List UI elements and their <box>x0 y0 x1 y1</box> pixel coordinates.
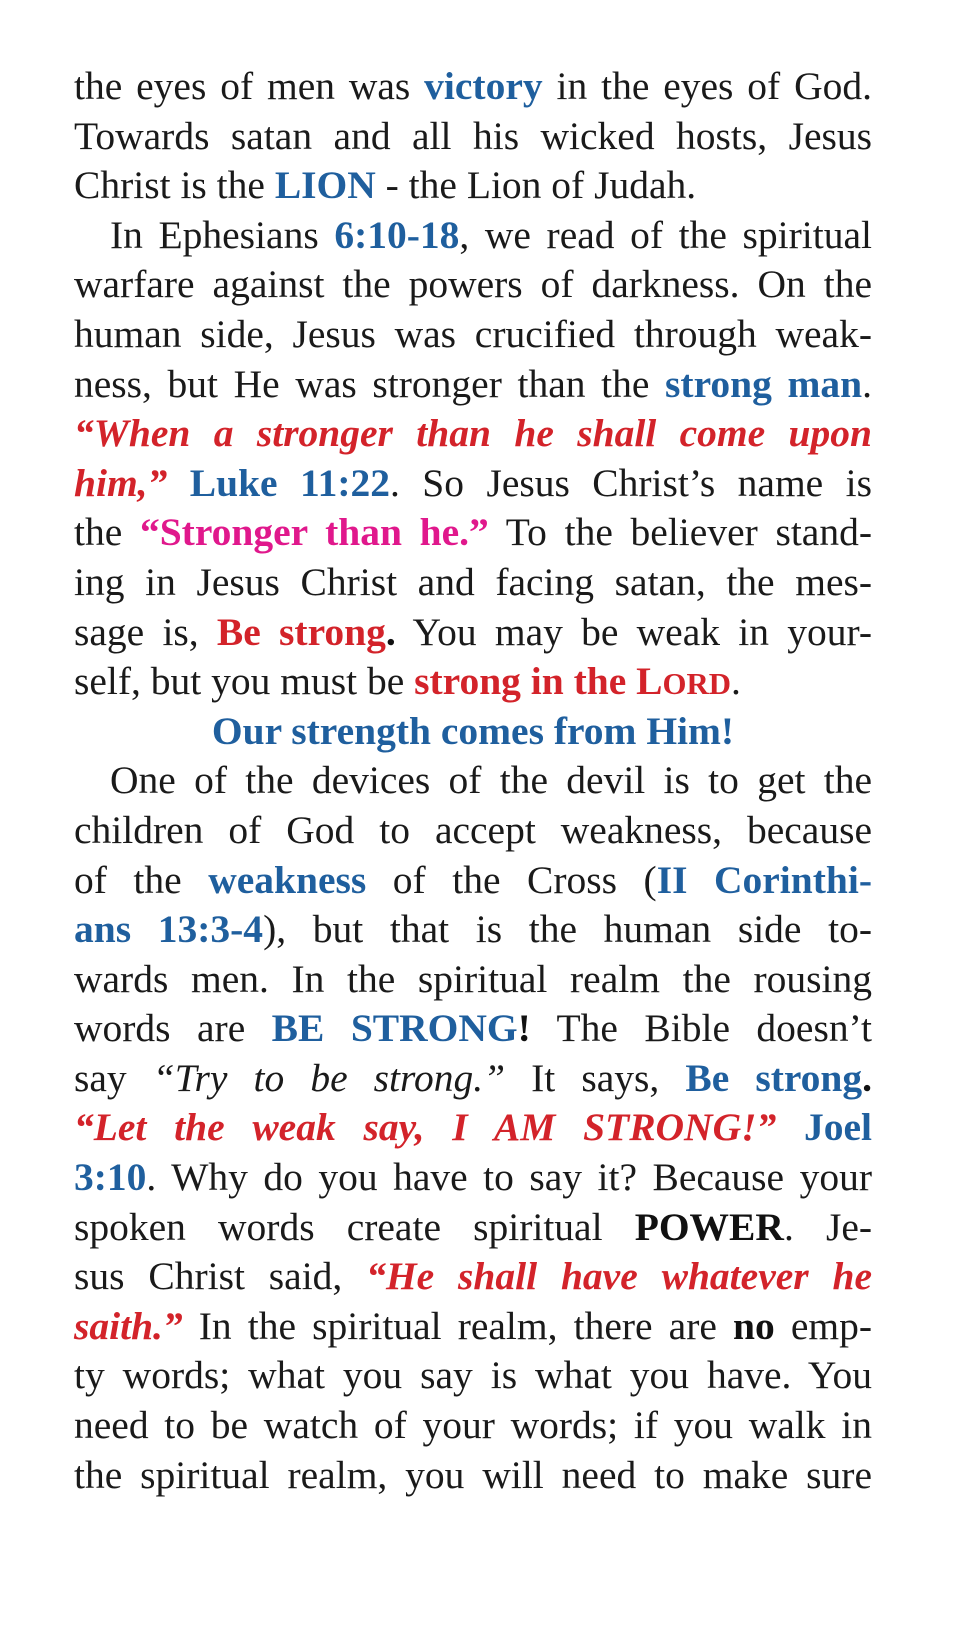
text-line: ness, but He was stronger than the strong man. <box>74 361 872 406</box>
highlight-lion: LION <box>274 163 376 208</box>
scripture-reference: 3:10 <box>74 1155 147 1200</box>
text-line: of the weakness of the Cross (II Corinthi- <box>74 857 872 902</box>
text-line: ans 13:3-4), but that is the human side to- <box>74 907 872 952</box>
text-line: children of God to accept weakness, because <box>74 807 872 852</box>
scripture-reference: Joel <box>804 1105 873 1150</box>
text-line: Towards satan and all his wicked hosts, Jesus <box>74 113 872 158</box>
text-line: wards men. In the spiritual realm the rousing <box>74 956 872 1001</box>
scripture-quote: “He shall have whatever he <box>366 1254 872 1299</box>
highlight-stronger: “Stronger than he.” <box>139 510 489 555</box>
highlight-power: POWER <box>634 1204 784 1249</box>
italic-quote: “Try to be strong.” <box>152 1055 506 1100</box>
scripture-quote: saith.” <box>74 1303 183 1348</box>
highlight-victory: victory <box>424 64 543 108</box>
scripture-reference: 6:10-18 <box>334 212 460 257</box>
scripture-quote: “When a stronger than he shall come upon <box>74 411 872 456</box>
text-line: human side, Jesus was crucified through weak- <box>74 311 872 356</box>
text-line: 3:10. Why do you have to say it? Because your <box>74 1155 872 1200</box>
page-text <box>74 62 872 1500</box>
scripture-quote: him,” <box>74 460 168 505</box>
text-line: self, but you must be strong in the LORD. <box>74 659 741 704</box>
highlight-weakness: weakness <box>208 857 367 902</box>
highlight-strong-man: strong man <box>665 361 863 406</box>
text-line: spoken words create spiritual POWER. Je- <box>74 1204 873 1249</box>
text-line: One of the devices of the devil is to get the <box>110 758 872 803</box>
centered-heading: Our strength comes from Him! <box>211 708 735 753</box>
scripture-quote: “Let the weak say, I AM STRONG!” <box>74 1105 777 1150</box>
scripture-reference: ans 13:3-4 <box>74 907 264 952</box>
highlight-be-strong: Be strong <box>685 1055 863 1100</box>
text-line <box>74 1103 872 1153</box>
text-line: the spiritual realm, you will need to make sure <box>74 1452 872 1497</box>
scripture-reference: Luke 11:22 <box>189 460 390 505</box>
scripture-reference: II Corinthi- <box>656 857 872 902</box>
text-line: saith.” In the spiritual realm, there are no emp- <box>74 1303 872 1348</box>
text-line: him,” Luke 11:22. So Jesus Christ’s name is <box>74 460 872 505</box>
highlight-be-strong-caps: BE STRONG <box>271 1006 518 1051</box>
text-line: the eyes of men was victory in the eyes of God. <box>74 64 872 108</box>
text-line <box>74 409 872 459</box>
highlight-be-strong: Be strong <box>216 609 386 654</box>
text-line: words are BE STRONG! The Bible doesn’t <box>74 1006 872 1051</box>
text-line: In Ephesians 6:10-18, we read of the spiritual <box>110 212 872 257</box>
highlight-strong-in-lord: strong in the L <box>414 659 663 704</box>
highlight-no: no <box>733 1303 775 1348</box>
text-line: need to be watch of your words; if you walk in <box>74 1403 872 1448</box>
text-line: ty words; what you say is what you have. You <box>74 1353 872 1398</box>
text-line: sus Christ said, “He shall have whatever he <box>74 1254 872 1299</box>
text-line: Christ is the LION - the Lion of Judah. <box>74 163 697 208</box>
text-line: say “Try to be strong.” It says, Be strong. <box>74 1055 873 1100</box>
text-line: ing in Jesus Christ and facing satan, the mes- <box>74 559 872 604</box>
text-line: warfare against the powers of darkness. On the <box>74 262 872 307</box>
text-line: the “Stronger than he.” To the believer stand- <box>74 510 872 555</box>
text-line: sage is, Be strong. You may be weak in your- <box>74 609 872 654</box>
